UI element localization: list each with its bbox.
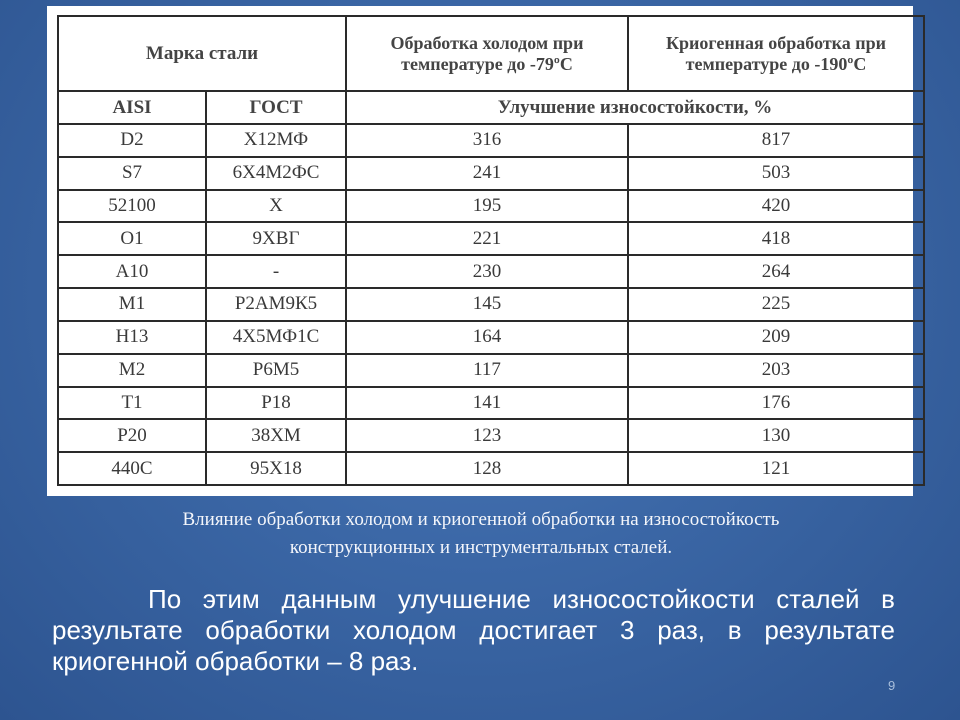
cell-cryo: 209 <box>628 321 924 354</box>
table-row <box>58 288 924 321</box>
cell-cryo: 176 <box>628 387 924 420</box>
caption-line-2: конструкционных и инструментальных сталей. <box>289 537 673 558</box>
table-row <box>58 452 924 485</box>
cell-aisi: T1 <box>58 387 206 420</box>
cell-cold: 241 <box>346 157 628 190</box>
cell-cryo: 121 <box>628 452 924 485</box>
table-row <box>58 387 924 420</box>
table-row <box>58 255 924 288</box>
cell-gost: 95Х18 <box>206 452 346 485</box>
cell-cold: 145 <box>346 288 628 321</box>
cell-cryo: 420 <box>628 190 924 223</box>
cell-gost: 6Х4М2ФС <box>206 157 346 190</box>
cell-gost: 9ХВГ <box>206 222 346 255</box>
table-row <box>58 354 924 387</box>
cell-aisi: H13 <box>58 321 206 354</box>
steel-table <box>57 15 925 486</box>
cell-gost: Х12МФ <box>206 124 346 157</box>
header-cryo: Криогенная обработка при температуре до -190ºС <box>628 16 924 91</box>
cell-gost: Х <box>206 190 346 223</box>
cell-gost: 38ХМ <box>206 419 346 452</box>
cell-cold: 316 <box>346 124 628 157</box>
cell-gost: - <box>206 255 346 288</box>
cell-gost: Р18 <box>206 387 346 420</box>
table-body <box>58 124 924 485</box>
cell-cryo: 264 <box>628 255 924 288</box>
cell-aisi: M1 <box>58 288 206 321</box>
table-row <box>58 124 924 157</box>
cell-cryo: 225 <box>628 288 924 321</box>
cell-cryo: 130 <box>628 419 924 452</box>
cell-cryo: 503 <box>628 157 924 190</box>
table-caption <box>48 506 914 562</box>
cell-aisi: 52100 <box>58 190 206 223</box>
cell-cryo: 203 <box>628 354 924 387</box>
conclusion-text: По этим данным улучшение износостойкости сталей в результате обработки холодом достигает 3 раз, в результате криогенной обработки – 8 раз. <box>52 584 895 676</box>
cell-cold: 141 <box>346 387 628 420</box>
cell-cold: 117 <box>346 354 628 387</box>
cell-gost: Р6М5 <box>206 354 346 387</box>
table-row <box>58 190 924 223</box>
cell-cryo: 817 <box>628 124 924 157</box>
cell-cold: 195 <box>346 190 628 223</box>
header-gost: ГОСТ <box>206 91 346 124</box>
cell-cryo: 418 <box>628 222 924 255</box>
table-row <box>58 157 924 190</box>
cell-aisi: A10 <box>58 255 206 288</box>
cell-cold: 221 <box>346 222 628 255</box>
page-number: 9 <box>888 678 896 693</box>
table-row <box>58 222 924 255</box>
cell-aisi: 440C <box>58 452 206 485</box>
cell-aisi: O1 <box>58 222 206 255</box>
caption-line-1: Влияние обработки холодом и криогенной обработки на износостойкость <box>182 509 780 530</box>
cell-cold: 164 <box>346 321 628 354</box>
header-grade: Марка стали <box>58 16 346 91</box>
cell-cold: 123 <box>346 419 628 452</box>
cell-gost: Р2АМ9К5 <box>206 288 346 321</box>
header-improvement: Улучшение износостойкости, % <box>346 91 924 124</box>
table-row <box>58 321 924 354</box>
cell-gost: 4Х5МФ1С <box>206 321 346 354</box>
cell-aisi: M2 <box>58 354 206 387</box>
cell-aisi: S7 <box>58 157 206 190</box>
header-cold: Обработка холодом при температуре до -79ºС <box>346 16 628 91</box>
cell-cold: 230 <box>346 255 628 288</box>
header-aisi: AISI <box>58 91 206 124</box>
table-frame <box>47 6 913 496</box>
cell-aisi: D2 <box>58 124 206 157</box>
cell-cold: 128 <box>346 452 628 485</box>
table-row <box>58 419 924 452</box>
cell-aisi: P20 <box>58 419 206 452</box>
